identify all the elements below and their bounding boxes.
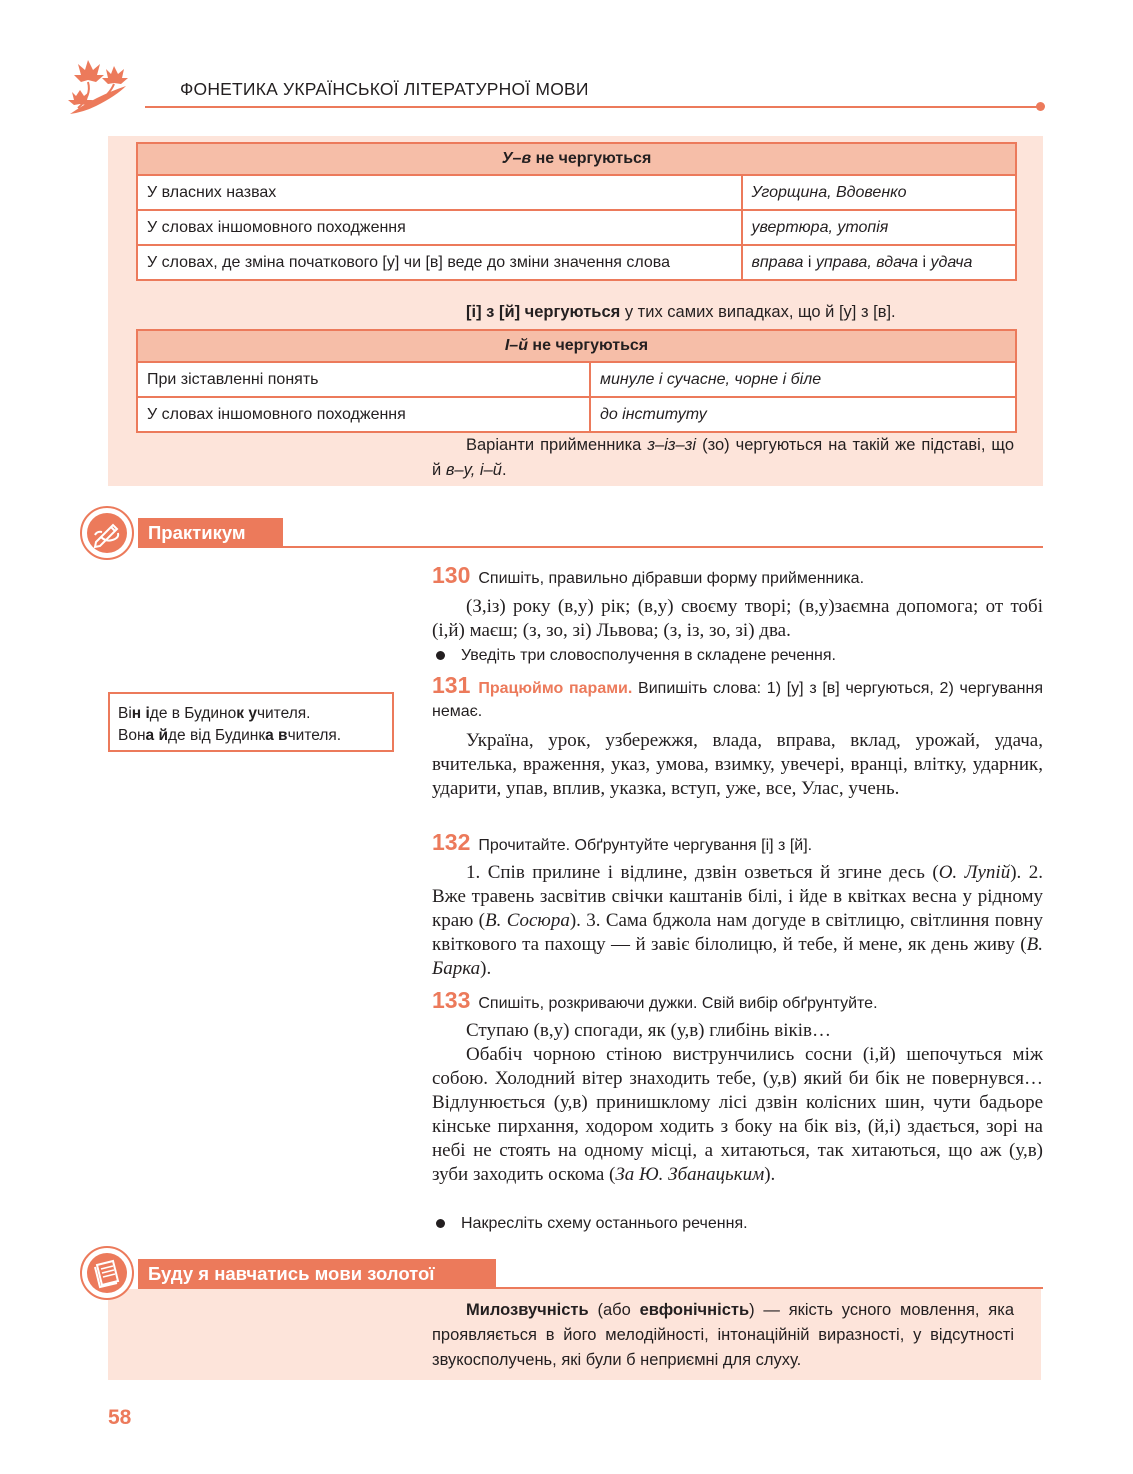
exercise-130-bullet: Уведіть три словосполучення в складене речення.: [432, 645, 1043, 667]
exercise-130-task: 130 Спишіть, правильно дібравши форму прийменника.: [432, 562, 865, 588]
i-y-rule-statement: [і] з [й] чергуються у тих самих випадках, що й [у] з [в].: [466, 303, 896, 321]
exercise-number: 132: [432, 829, 471, 855]
table-cell-rule: При зіставленні понять: [137, 362, 590, 397]
header-rule-dot: [1036, 102, 1045, 111]
table-row: [137, 397, 1016, 432]
pencil-hand-icon: [80, 506, 134, 560]
table-cell-example: минуле і сучасне, чорне і біле: [590, 362, 1016, 397]
table-header: У–в не чергуються: [137, 143, 1016, 175]
margin-example-box: [108, 692, 394, 752]
table-row: [137, 245, 1016, 280]
table-cell-rule: У словах, де зміна початкового [у] чи [в] веде до зміни значення слова: [137, 245, 742, 280]
flower-ornament-icon: [66, 56, 146, 116]
exercise-132-task: 132 Прочитайте. Обґрунтуйте чергування [і] з [й].: [432, 829, 813, 855]
u-v-no-alternation-table: [136, 142, 1017, 281]
margin-example-line: Вона йде від Будинка вчителя.: [118, 727, 342, 744]
exercise-133-first-line: Ступаю (в,у) спогади, як (у,в) глибінь віків…: [466, 1020, 831, 1041]
exercise-number: 133: [432, 987, 471, 1013]
section-title-golden-language: Буду я навчатись мови золотої: [138, 1259, 496, 1289]
exercise-133-text: Обабіч чорною стіною виструнчились сосни (і,й) шепочуться між собою. Холодний вітер знаходить тебе, (у,в) який би бік не повернувся… Відлунюється (у,в) принишклому лісі дзвін колісних шин, чути бадьоре кінське пирхання, ходором ходить з боку на бік віз, (й,і) здається, зорі на небі не стоять на одному місці, а хитаються, так хитаються, що аж (у,в) зуби заходить оскома (За Ю. Збанацьким).: [432, 1044, 1043, 1185]
exercise-131-task: 131 Працюймо парами. Випишіть слова: 1) [у] з [в] чергуються, 2) чергування немає.: [432, 672, 1043, 720]
preposition-variants-note: Варіанти прийменника з–із–зі (зо) чергуються на такій же підставі, що й в–у, і–й.: [432, 436, 1014, 479]
exercise-133-task: 133 Спишіть, розкриваючи дужки. Свій вибір обґрунтуйте.: [432, 987, 878, 1013]
euphony-definition: Милозвучність (або евфонічність) — якість усного мовлення, яка проявляється в його мелодійності, інтонаційній виразності, у відсутності звукосполучень, які були б неприємні для слуху.: [432, 1301, 1014, 1369]
header-rule: [145, 106, 1041, 108]
table-cell-example: до інституту: [590, 397, 1016, 432]
exercise-number: 131: [432, 672, 471, 698]
exercise-132-text: 1. Спів прилине і відлине, дзвін озветься й згине десь (О. Лупій). 2. Вже травень засвітив свічки каштанів білі, і йде в квітках весна у рідному краю (В. Сосюра). 3. Сама бджола нам догуде в світлицю, світлиння повну квіткового та пахощу — й завіє білолицю, й тебе, й мене, як день живу (В. Барка).: [432, 862, 1044, 979]
table-cell-rule: У словах іншомовного походження: [137, 210, 742, 245]
table-row: [137, 175, 1016, 210]
page-number: 58: [108, 1406, 132, 1429]
table-cell-rule: У словах іншомовного походження: [137, 397, 590, 432]
table-cell-rule: У власних назвах: [137, 175, 742, 210]
i-y-no-alternation-table: [136, 329, 1017, 433]
exercise-133-bullet: Накресліть схему останнього речення.: [432, 1213, 1043, 1235]
table-cell-example: Угорщина, Вдовенко: [742, 175, 1016, 210]
margin-example-line: Він іде в Будинок учителя.: [118, 705, 311, 722]
table-row: [137, 210, 1016, 245]
pair-work-label: Працюймо парами.: [478, 680, 633, 697]
table-cell-example: увертюра, утопія: [742, 210, 1016, 245]
exercise-130-text: (З,із) року (в,у) рік; (в,у) своєму творі; (в,у)заємна допомога; от тобі (і,й) маєш; (з, зо, зі) Львова; (з, із, зо, зі) два.: [432, 596, 1043, 641]
running-header: ФОНЕТИКА УКРАЇНСЬКОЇ ЛІТЕРАТУРНОЇ МОВИ: [180, 79, 589, 99]
exercise-number: 130: [432, 562, 471, 588]
table-cell-example: вправа і управа, вдача і удача: [742, 245, 1016, 280]
table-row: [137, 362, 1016, 397]
book-notes-icon: [80, 1246, 134, 1300]
section-title-practicum: Практикум: [138, 518, 283, 548]
table-header: І–й не чергуються: [137, 330, 1016, 362]
exercise-131-text: Україна, урок, узбережжя, влада, вправа, вклад, урожай, удача, вчителька, враження, указ, умова, взимку, увечері, вранці, влітку, ударник, ударити, упав, вплив, указка, вступ, уже, все, Улас, учень.: [432, 730, 1043, 799]
bullet-dot-icon: [436, 1219, 445, 1228]
bullet-dot-icon: [436, 651, 445, 660]
